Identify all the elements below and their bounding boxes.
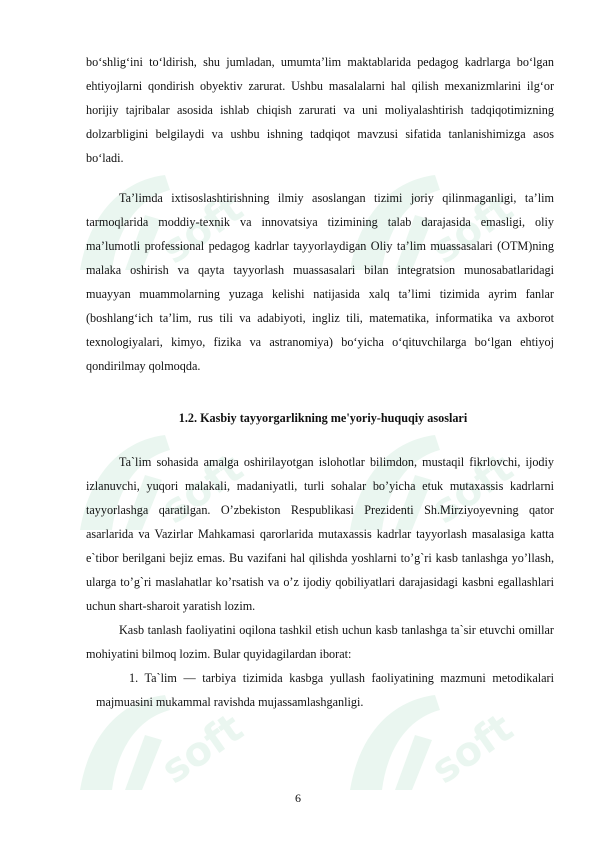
paragraph-specialization: Ta’limda ixtisoslashtirishning ilmiy asoslangan tizimi joriy qilinmaganligi, ta’lim tarmoqlarida moddiy-texnik va innovatsiya tizimining talab darajasida emasligi, oliy ma’lumotli professional pedagog kadrlar tayyorlaydigan Oliy ta’lim muassasalari (OTM)ning malaka oshirish va qayta tayyorlash muassasalari bilan integratsion munosabatlaridagi muayyan muammolarning yuzaga kelishi natijasida xalq ta’limi tizimida ayrim fanlar (boshlang‘ich ta’lim, rus tili va adabiyoti, ingliz tili, matematika, informatika va axborot texnologiyalari, kimyo, fizika va astranomiya) bo‘yicha o‘qituvchilarga bo‘lgan ehtiyoj qondirilmay qolmoqda. [86,191,554,373]
svg-text:soft: soft [423,444,522,534]
svg-text:soft: soft [423,704,522,794]
svg-text:soft: soft [423,184,522,274]
document-body [86,50,554,714]
svg-text:soft: soft [153,704,252,794]
paragraph-intro-continuation: bo‘shlig‘ini to‘ldirish, shu jumladan, umumta’lim maktablarida pedagog kadrlarga bo‘lgan ehtiyojlarni qondirish obyektiv zarurat. Ushbu masalalarni hal qilish mexanizmlarini ilg‘or horijiy tajribalar asosida ishlab chiqish zarurati va uni moliyalashtirish tadqiqotimizning dolzarbligini belgilaydi va ushbu ishning tadqiqot mavzusi sifatida tanlanishimizga asos bo‘ladi. [86,55,554,165]
svg-text:soft: soft [153,444,252,534]
page-number: 6 [295,791,301,805]
section-spacer [86,378,554,406]
section-spacer [86,430,554,450]
list-item: 1. Ta`lim — tarbiya tizimida kasbga yullash faoliyatining mazmuni metodikalari majmuasini mukammal ravishda mujassamlashganligi. [96,671,554,709]
paragraph-education-reforms: Ta`lim sohasida amalga oshirilayotgan islohotlar bilimdon, mustaqil fikrlovchi, ijodiy izlanuvchi, yuqori malakali, madaniyatli, turli sohalar bo’yicha etuk mutaxassis kadrlarni tayyorlashga qaratilgan. O’zbekiston Respublikasi Prezidenti Sh.Mirziyoyevning qator asarlarida va Vazirlar Mahkamasi qarorlarida mutaxassis kadrlar tayyorlash masalasiga katta e`tibor berilgani bejiz emas. Bu vazifani hal qilishda yoshlarni to’g`ri kasb tanlashga yo’llash, ularga to’g`ri maslahatlar ko’rsatish va o’z ijodiy qobiliyatlari darajasidagi kasbni egallashlari uchun shart-sharoit yaratish lozim. [86,455,554,613]
section-heading: 1.2. Kasbiy tayyorgarlikning me'yoriy-huquqiy asoslari [178,411,468,425]
svg-text:soft: soft [153,184,252,274]
paragraph-career-choice: Kasb tanlash faoliyatini oqilona tashkil etish uchun kasb tanlashga ta`sir etuvchi omillar mohiyatini bilmoq lozim. Bular quyidagilardan iborat: [86,623,554,661]
paragraph-spacer [86,170,554,186]
